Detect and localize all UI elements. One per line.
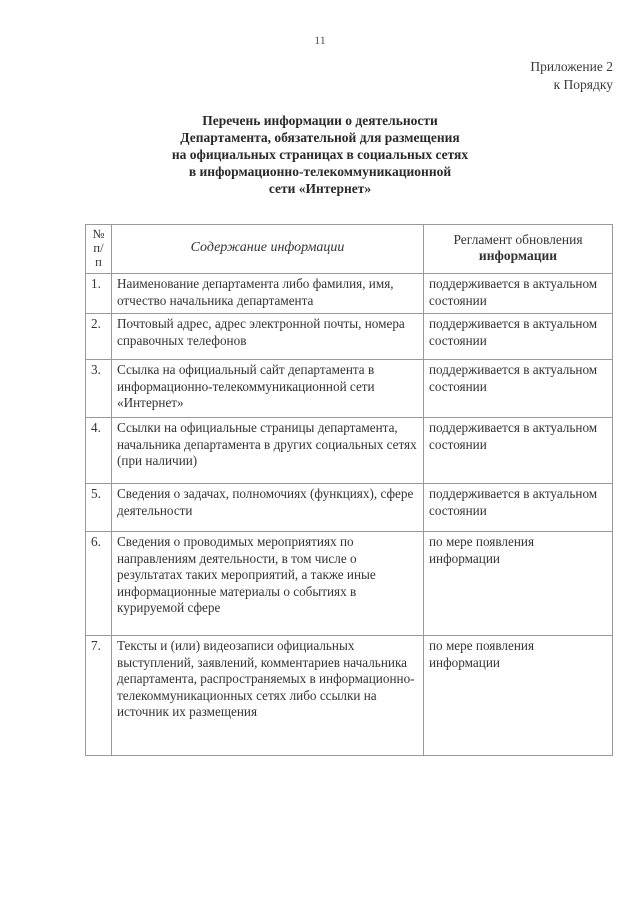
row-number: 4. bbox=[86, 418, 112, 484]
title-line-4: в информационно-телекоммуникационной bbox=[188, 164, 452, 179]
row-number: 5. bbox=[86, 484, 112, 532]
row-number: 2. bbox=[86, 314, 112, 360]
row-content: Тексты и (или) видеозаписи официальных выступлений, заявлений, комментариев начальника департамента, распространяемых в информационно-телекоммуникационных сетях либо ссылки на источник их размещения bbox=[112, 636, 424, 756]
table-header-row bbox=[86, 225, 613, 274]
row-number: 7. bbox=[86, 636, 112, 756]
row-content: Ссылки на официальные страницы департамента, начальника департамента в других социальных сетях (при наличии) bbox=[112, 418, 424, 484]
information-table bbox=[85, 224, 613, 756]
header-number-line-2: п/п bbox=[93, 241, 104, 269]
title-line-3: на официальных страницах в социальных сетях bbox=[171, 147, 469, 162]
row-number: 1. bbox=[86, 274, 112, 314]
row-content: Ссылка на официальный сайт департамента в информационно-телекоммуникационной сети «Интернет» bbox=[112, 360, 424, 418]
table-row bbox=[86, 360, 613, 418]
title-line-5: сети «Интернет» bbox=[268, 181, 372, 196]
row-regulation: поддерживается в актуальном состоянии bbox=[424, 418, 613, 484]
header-regulation-line-1: Регламент обновления bbox=[453, 231, 583, 247]
row-content: Сведения о задачах, полномочиях (функциях), сфере деятельности bbox=[112, 484, 424, 532]
document-title bbox=[0, 112, 640, 197]
header-content: Содержание информации bbox=[112, 225, 424, 274]
row-regulation: по мере появления информации bbox=[424, 636, 613, 756]
appendix-reference bbox=[530, 58, 613, 94]
title-line-1: Перечень информации о деятельности bbox=[202, 113, 438, 128]
row-content: Сведения о проводимых мероприятиях по направлениям деятельности, в том числе о результатах таких мероприятий, а также иные информационные материалы о событиях в курируемой сфере bbox=[112, 532, 424, 636]
row-content: Почтовый адрес, адрес электронной почты, номера справочных телефонов bbox=[112, 314, 424, 360]
appendix-line-2: к Порядку bbox=[553, 77, 613, 92]
title-line-2: Департамента, обязательной для размещения bbox=[180, 130, 460, 145]
header-number bbox=[86, 225, 112, 274]
header-regulation bbox=[424, 225, 613, 274]
table-row bbox=[86, 274, 613, 314]
row-content: Наименование департамента либо фамилия, имя, отчество начальника департамента bbox=[112, 274, 424, 314]
row-regulation: поддерживается в актуальном состоянии bbox=[424, 360, 613, 418]
row-regulation: поддерживается в актуальном состоянии bbox=[424, 484, 613, 532]
table-row bbox=[86, 484, 613, 532]
header-regulation-line-2: информации bbox=[478, 248, 558, 263]
row-regulation: поддерживается в актуальном состоянии bbox=[424, 274, 613, 314]
table-row bbox=[86, 314, 613, 360]
table-row bbox=[86, 418, 613, 484]
table-row bbox=[86, 636, 613, 756]
header-number-line-1: № bbox=[92, 227, 105, 241]
page-number: 11 bbox=[314, 33, 326, 47]
table-row bbox=[86, 532, 613, 636]
row-number: 6. bbox=[86, 532, 112, 636]
appendix-line-1: Приложение 2 bbox=[530, 59, 613, 74]
row-number: 3. bbox=[86, 360, 112, 418]
row-regulation: поддерживается в актуальном состоянии bbox=[424, 314, 613, 360]
row-regulation: по мере появления информации bbox=[424, 532, 613, 636]
